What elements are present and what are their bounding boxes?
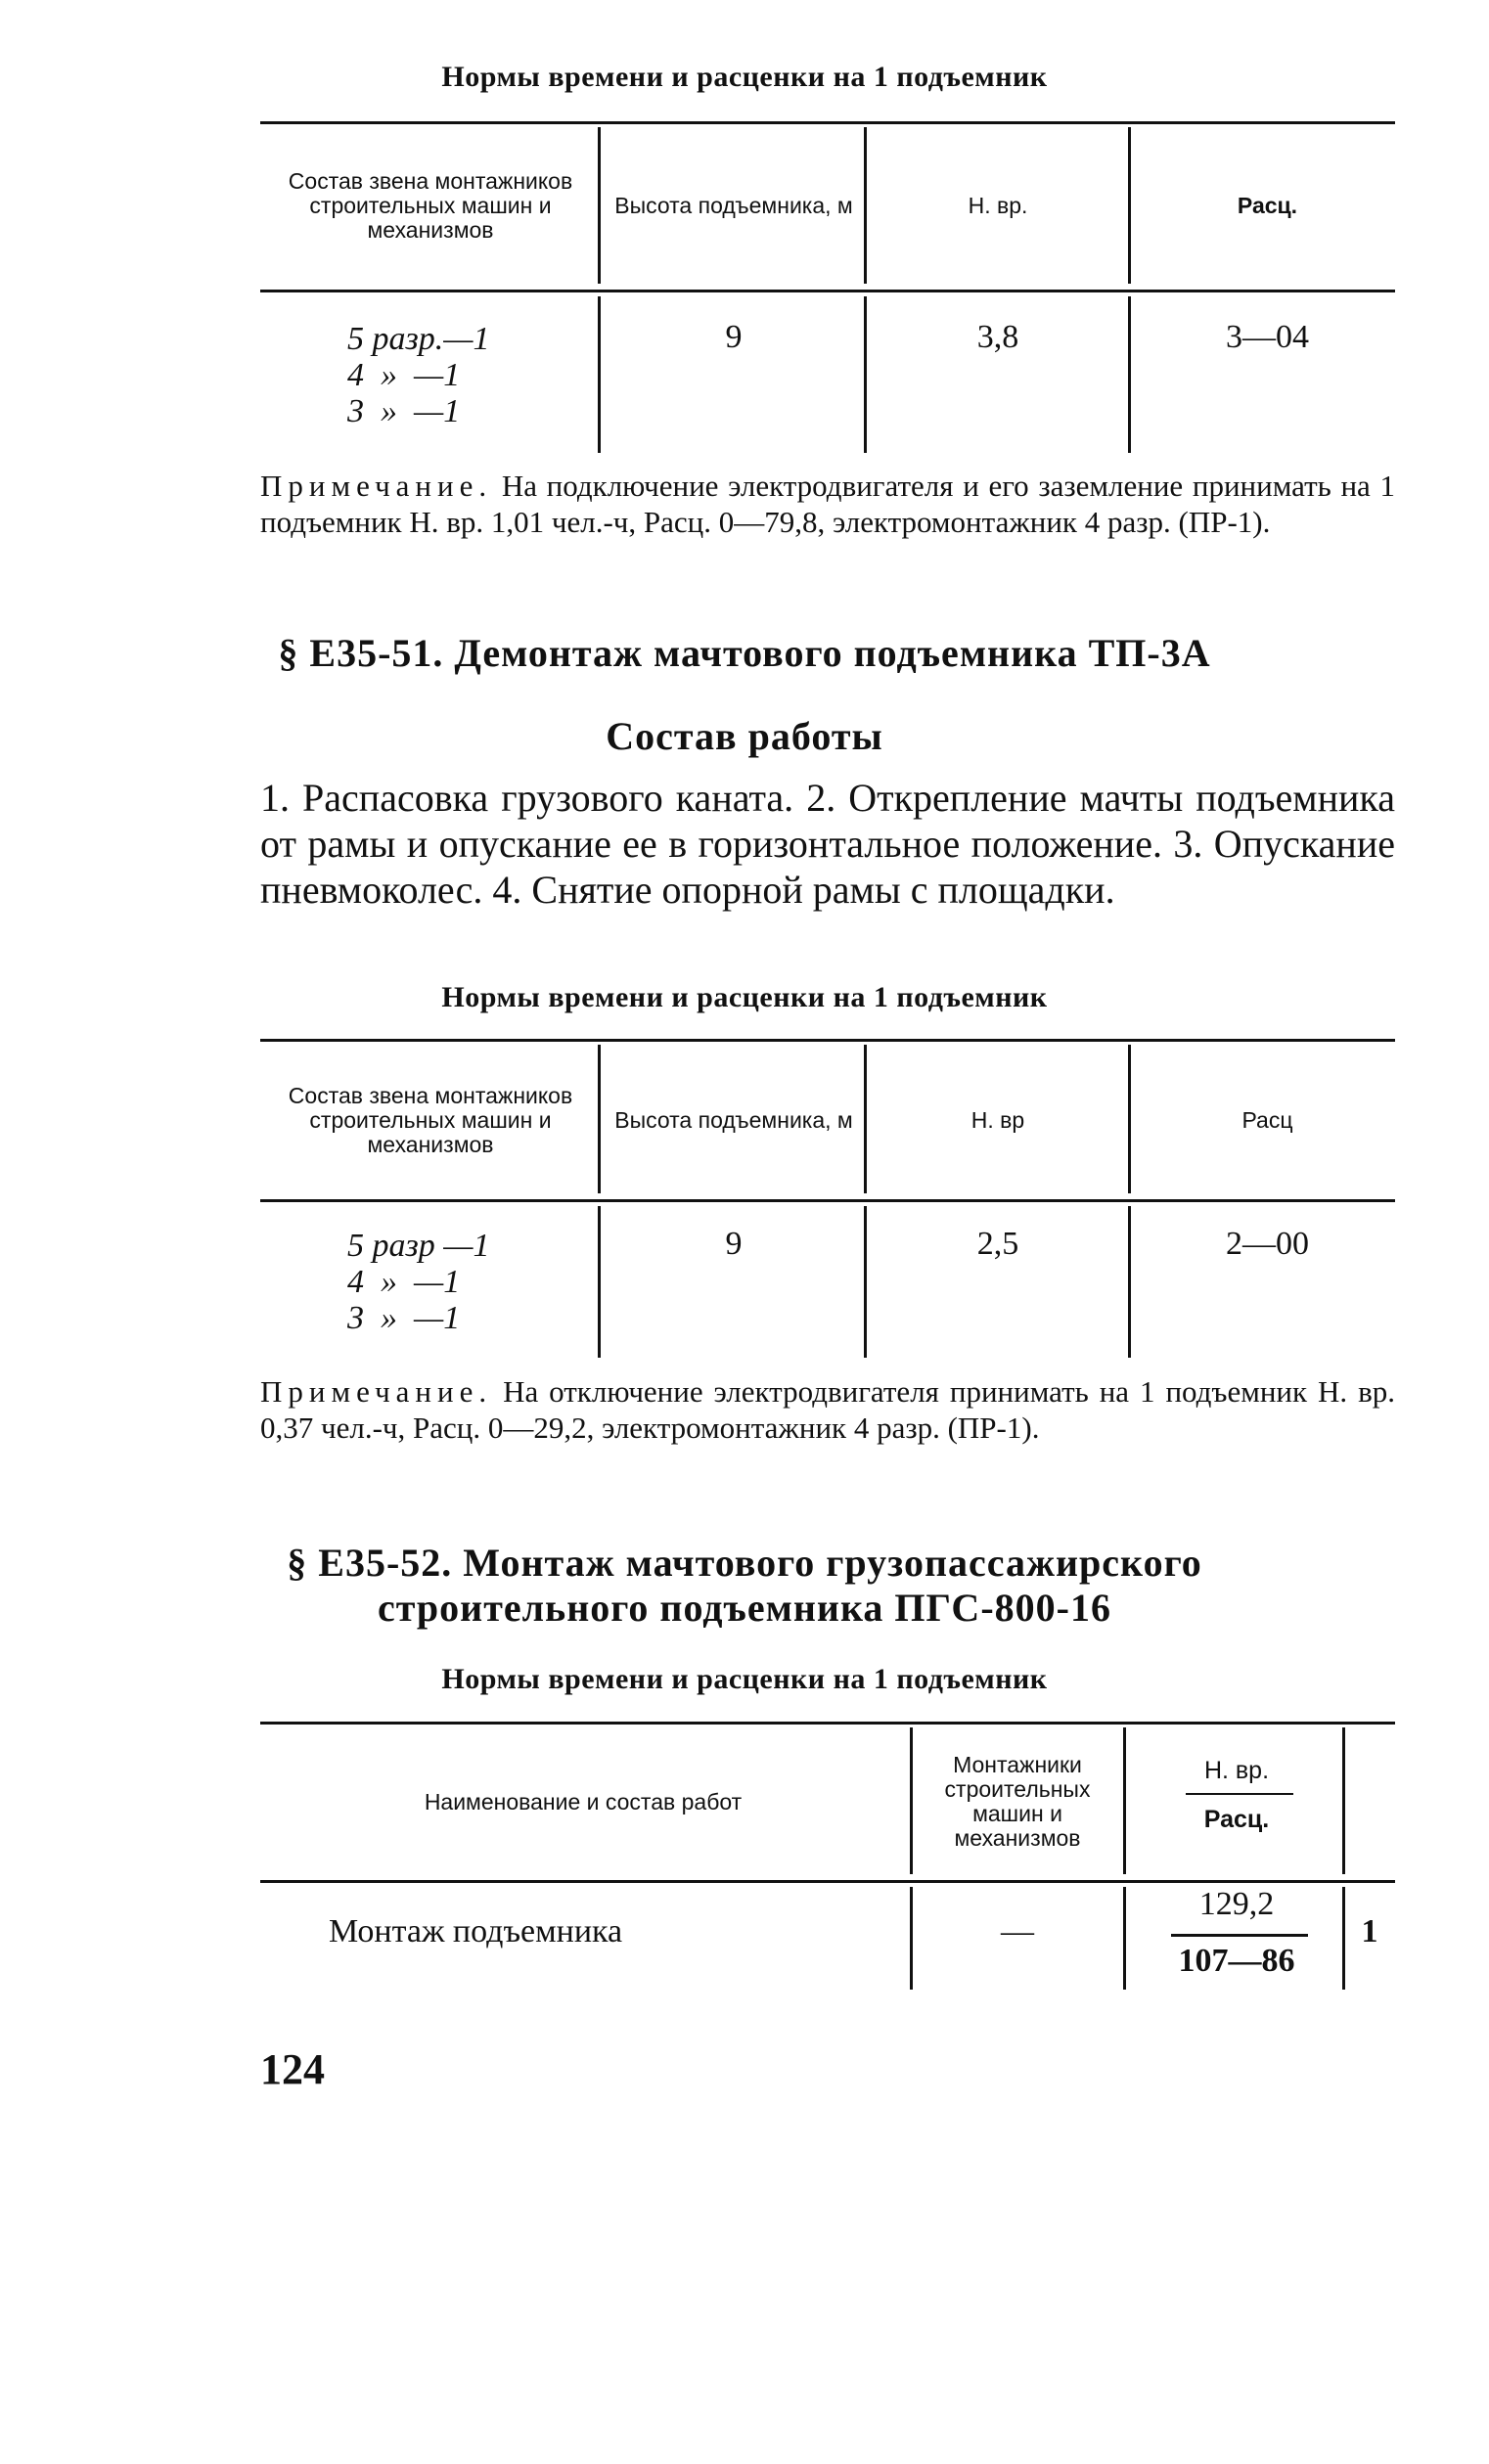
note2-label: Примечание. <box>260 1374 493 1409</box>
section51-title: § Е35-51. Демонтаж мачтового подъемника ТП-3А <box>278 631 1211 675</box>
table1-crew <box>347 321 490 429</box>
table1-rasc: 3—04 <box>1226 319 1309 355</box>
table3-row-mont: — <box>1001 1913 1034 1949</box>
table2-crew-row: 4 » —1 <box>347 1264 461 1300</box>
table2-header-height: Высота подъемника, м <box>614 1106 853 1133</box>
table1-crew-row: 5 разр.—1 <box>347 321 490 357</box>
table3-header-rasc: Расц. <box>1203 1805 1270 1833</box>
note2-text: На отключение электродвигателя принимать на 1 подъемник Н. вр. 0,37 чел.-ч, Расц. 0—29,2, электромонтажник 4 разр. (ПР-1). <box>260 1374 1395 1445</box>
table2-caption: Нормы времени и расценки на 1 подъемник <box>441 981 1048 1013</box>
table3-row-fraction-bar <box>1171 1934 1308 1937</box>
table2-crew-row: 3 » —1 <box>347 1300 461 1336</box>
table2-header-rasc: Расц <box>1241 1106 1293 1133</box>
table3-row-nvr: 129,2 <box>1198 1886 1275 1922</box>
note1-text: На подключение электродвигателя и его заземление принимать на 1 подъемник Н. вр. 1,01 чел.-ч, Расц. 0—79,8, электромонтажник 4 разр. (ПР-1). <box>260 469 1396 539</box>
table3-header-fraction-bar <box>1186 1793 1293 1795</box>
table3-row-rasc: 107—86 <box>1178 1943 1295 1979</box>
note1-label: Примечание. <box>260 469 493 503</box>
table1-crew-row: 3 » —1 <box>347 393 461 429</box>
table1-header-rasc: Расц. <box>1237 192 1298 218</box>
section52-title-line2: строительного подъемника ПГС-800-16 <box>378 1586 1111 1630</box>
table3-row-work: Монтаж подъемника <box>329 1913 623 1949</box>
table3-header-mont: Монтажники строительных машин и механизмов <box>944 1752 1091 1851</box>
table1-caption: Нормы времени и расценки на 1 подъемник <box>441 61 1048 93</box>
section52-title-line1: § Е35-52. Монтаж мачтового грузопассажирского <box>287 1541 1202 1585</box>
table2-crew-row: 5 разр —1 <box>347 1228 490 1264</box>
table3-caption: Нормы времени и расценки на 1 подъемник <box>441 1663 1048 1695</box>
table1-height: 9 <box>725 319 743 355</box>
section51-text: 1. Распасовка грузового каната. 2. Открепление мачты подъемника от рамы и опускание ее в горизонтальное положение. 3. Опускание пневмоколес. 4. Снятие опорной рамы с площадки. <box>260 776 1395 912</box>
note1 <box>260 468 1395 540</box>
table3-row-number: 1 <box>1361 1913 1378 1949</box>
table1-header-height: Высота подъемника, м <box>614 192 853 218</box>
table1-header-crew: Состав звена монтажников строительных машин и механизмов <box>288 167 573 243</box>
table2-crew <box>347 1228 490 1336</box>
table3-header-nvr: Н. вр. <box>1203 1756 1270 1784</box>
table1-nvr: 3,8 <box>976 319 1019 355</box>
table1-crew-row: 4 » —1 <box>347 357 461 393</box>
note2 <box>260 1373 1395 1446</box>
table1-header-nvr: Н. вр. <box>968 192 1028 218</box>
table3-header-work: Наименование и состав работ <box>424 1788 743 1814</box>
table2-rasc: 2—00 <box>1226 1226 1309 1262</box>
page-number: 124 <box>260 2045 325 2093</box>
table2-nvr: 2,5 <box>976 1226 1019 1262</box>
table2-height: 9 <box>725 1226 743 1262</box>
table2-header-crew: Состав звена монтажников строительных машин и механизмов <box>288 1082 573 1157</box>
section51-subtitle: Состав работы <box>606 714 883 758</box>
table2-header-nvr: Н. вр <box>970 1106 1025 1133</box>
